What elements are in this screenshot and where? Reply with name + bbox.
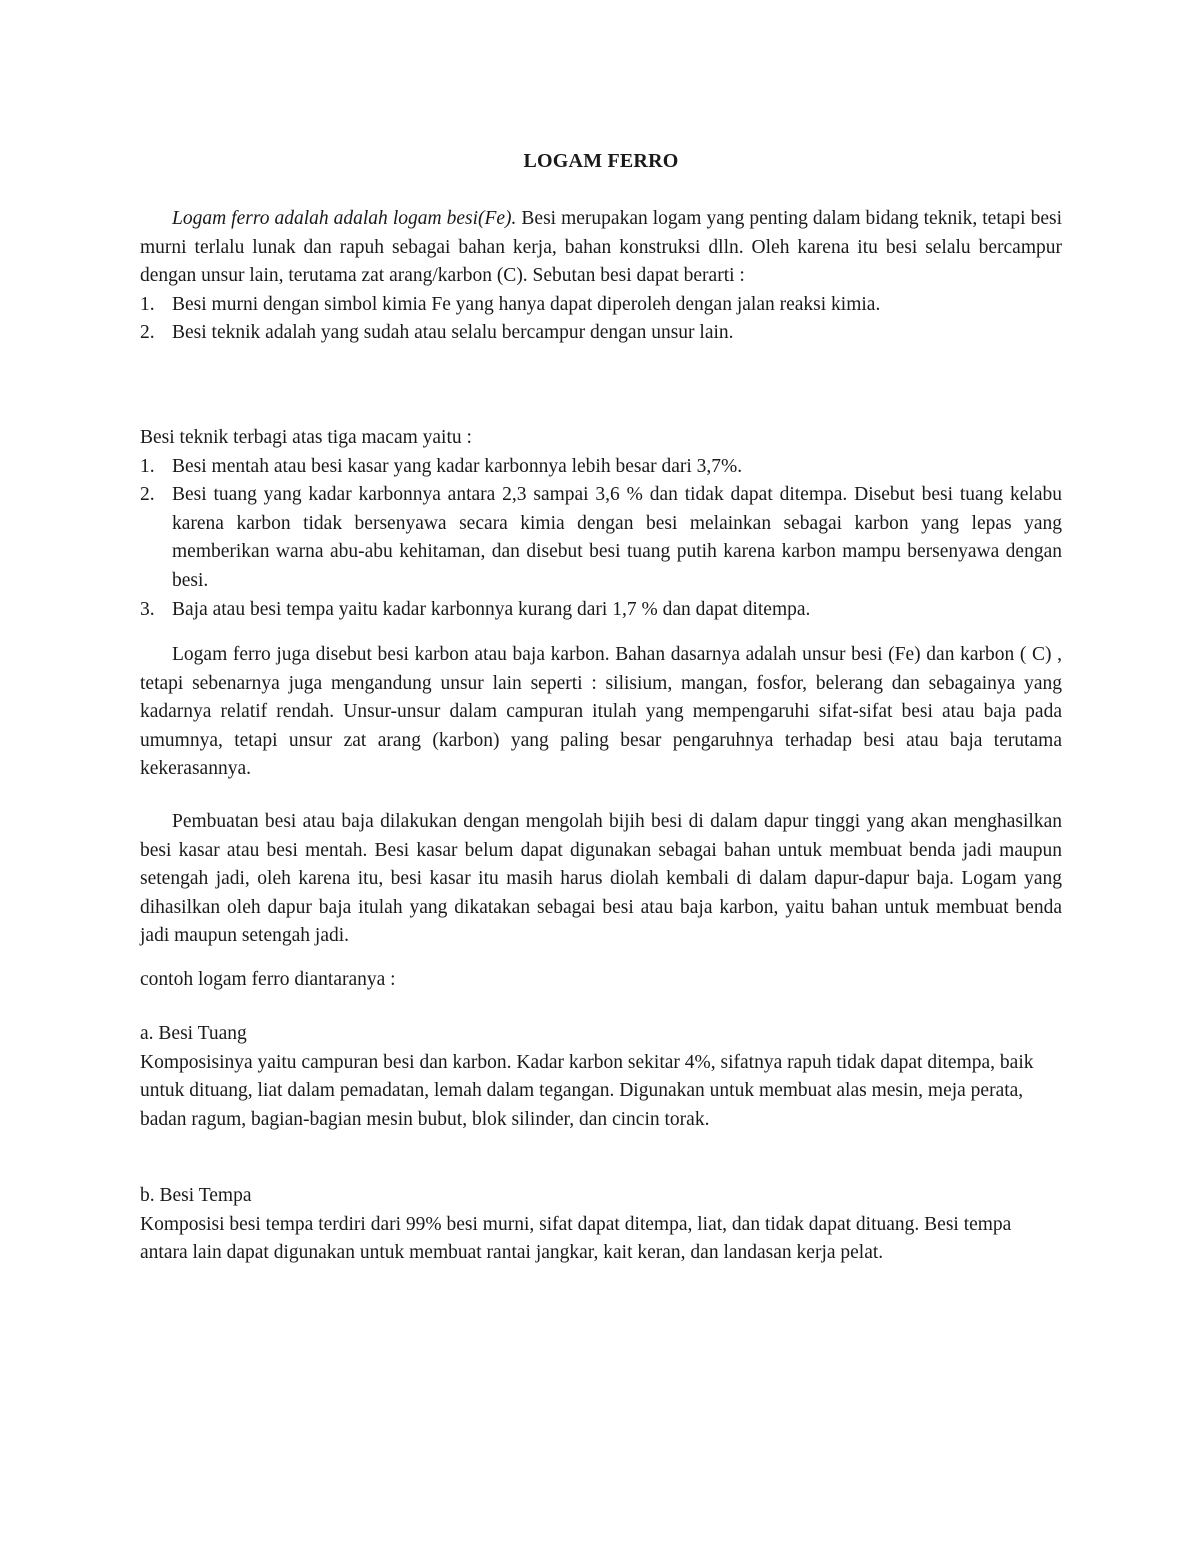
list-item-text: Besi tuang yang kadar karbonnya antara 2,3 sampai 3,6 % dan tidak dapat ditempa. Disebut besi tuang kelabu karena karbon tidak bersenyawa secara kimia dengan besi melainkan sebagai karbon yang lepas yang memberikan warna abu-abu kehitaman, dan disebut besi tuang putih karena karbon mampu bersenyawa dengan besi. (172, 484, 1062, 591)
examples-lead: contoh logam ferro diantaranya : (140, 969, 396, 990)
intro-italic-lead: Logam ferro adalah adalah logam besi(Fe). (172, 208, 517, 229)
list-item-text: Besi murni dengan simbol kimia Fe yang hanya dapat diperoleh dengan jalan reaksi kimia. (172, 293, 881, 315)
types-section (140, 424, 1062, 624)
list-number: 3. (140, 598, 155, 620)
list-item-text: Baja atau besi tempa yaitu kadar karbonnya kurang dari 1,7 % dan dapat ditempa. (172, 598, 811, 620)
list-number: 1. (140, 455, 155, 477)
carbon-section (140, 641, 1062, 784)
list-item (140, 291, 1062, 320)
list-item (140, 319, 1062, 348)
list-item (140, 596, 1062, 625)
list-item-text: Besi mentah atau besi kasar yang kadar karbonnya lebih besar dari 3,7%. (172, 455, 743, 477)
intro-paragraph (140, 205, 1062, 291)
example-b-heading: b. Besi Tempa (140, 1185, 252, 1206)
types-list (140, 453, 1062, 625)
making-section (140, 808, 1062, 951)
example-a-section (140, 1020, 1062, 1134)
types-lead: Besi teknik terbagi atas tiga macam yaitu : (140, 427, 472, 448)
carbon-paragraph: Logam ferro juga disebut besi karbon atau baja karbon. Bahan dasarnya adalah unsur besi (Fe) dan karbon ( C) , tetapi sebenarnya juga mengandung unsur lain seperti : silisium, mangan, fosfor, belerang dan sebagainya yang kadarnya relatif rendah. Unsur-unsur dalam campuran itulah yang mempengaruhi sifat-sifat besi atau baja pada umumnya, tetapi unsur zat arang (karbon) yang paling besar pengaruhnya terhadap besi atau baja terutama kekerasannya. (140, 644, 1062, 780)
example-b-section (140, 1182, 1062, 1268)
page-title: LOGAM FERRO (523, 150, 679, 172)
list-number: 2. (140, 484, 155, 506)
intro-text: Besi merupakan logam yang penting dalam bidang teknik, tetapi besi murni terlalu lunak dan rapuh sebagai bahan kerja, bahan konstruksi dlln. Oleh karena itu besi selalu bercampur dengan unsur lain, terutama zat arang/karbon (C). Sebutan besi dapat berarti : (140, 208, 1062, 287)
list-item-text: Besi teknik adalah yang sudah atau selalu bercampur dengan unsur lain. (172, 322, 734, 344)
list-number: 1. (140, 293, 155, 315)
intro-section (140, 205, 1062, 348)
intro-list (140, 291, 1062, 348)
list-number: 2. (140, 322, 155, 344)
examples-lead-section (140, 966, 1062, 995)
example-a-heading: a. Besi Tuang (140, 1023, 247, 1044)
list-item (140, 453, 1062, 482)
example-b-text: Komposisi besi tempa terdiri dari 99% besi murni, sifat dapat ditempa, liat, dan tidak dapat dituang. Besi tempa antara lain dapat digunakan untuk membuat rantai jangkar, kait keran, dan landasan kerja pelat. (140, 1213, 1012, 1264)
list-item (140, 481, 1062, 595)
making-paragraph: Pembuatan besi atau baja dilakukan dengan mengolah bijih besi di dalam dapur tinggi yang akan menghasilkan besi kasar atau besi mentah. Besi kasar belum dapat digunakan sebagai bahan untuk membuat benda jadi maupun setengah jadi, oleh karena itu, besi kasar itu masih harus diolah kembali di dalam dapur-dapur baja. Logam yang dihasilkan oleh dapur baja itulah yang dikatakan sebagai besi atau baja karbon, yaitu bahan untuk membuat benda jadi maupun setengah jadi. (140, 811, 1062, 947)
example-a-text: Komposisinya yaitu campuran besi dan karbon. Kadar karbon sekitar 4%, sifatnya rapuh tidak dapat ditempa, baik untuk dituang, liat dalam pemadatan, lemah dalam tegangan. Digunakan untuk membuat alas mesin, meja perata, badan ragum, bagian-bagian mesin bubut, blok silinder, dan cincin torak. (140, 1051, 1034, 1130)
